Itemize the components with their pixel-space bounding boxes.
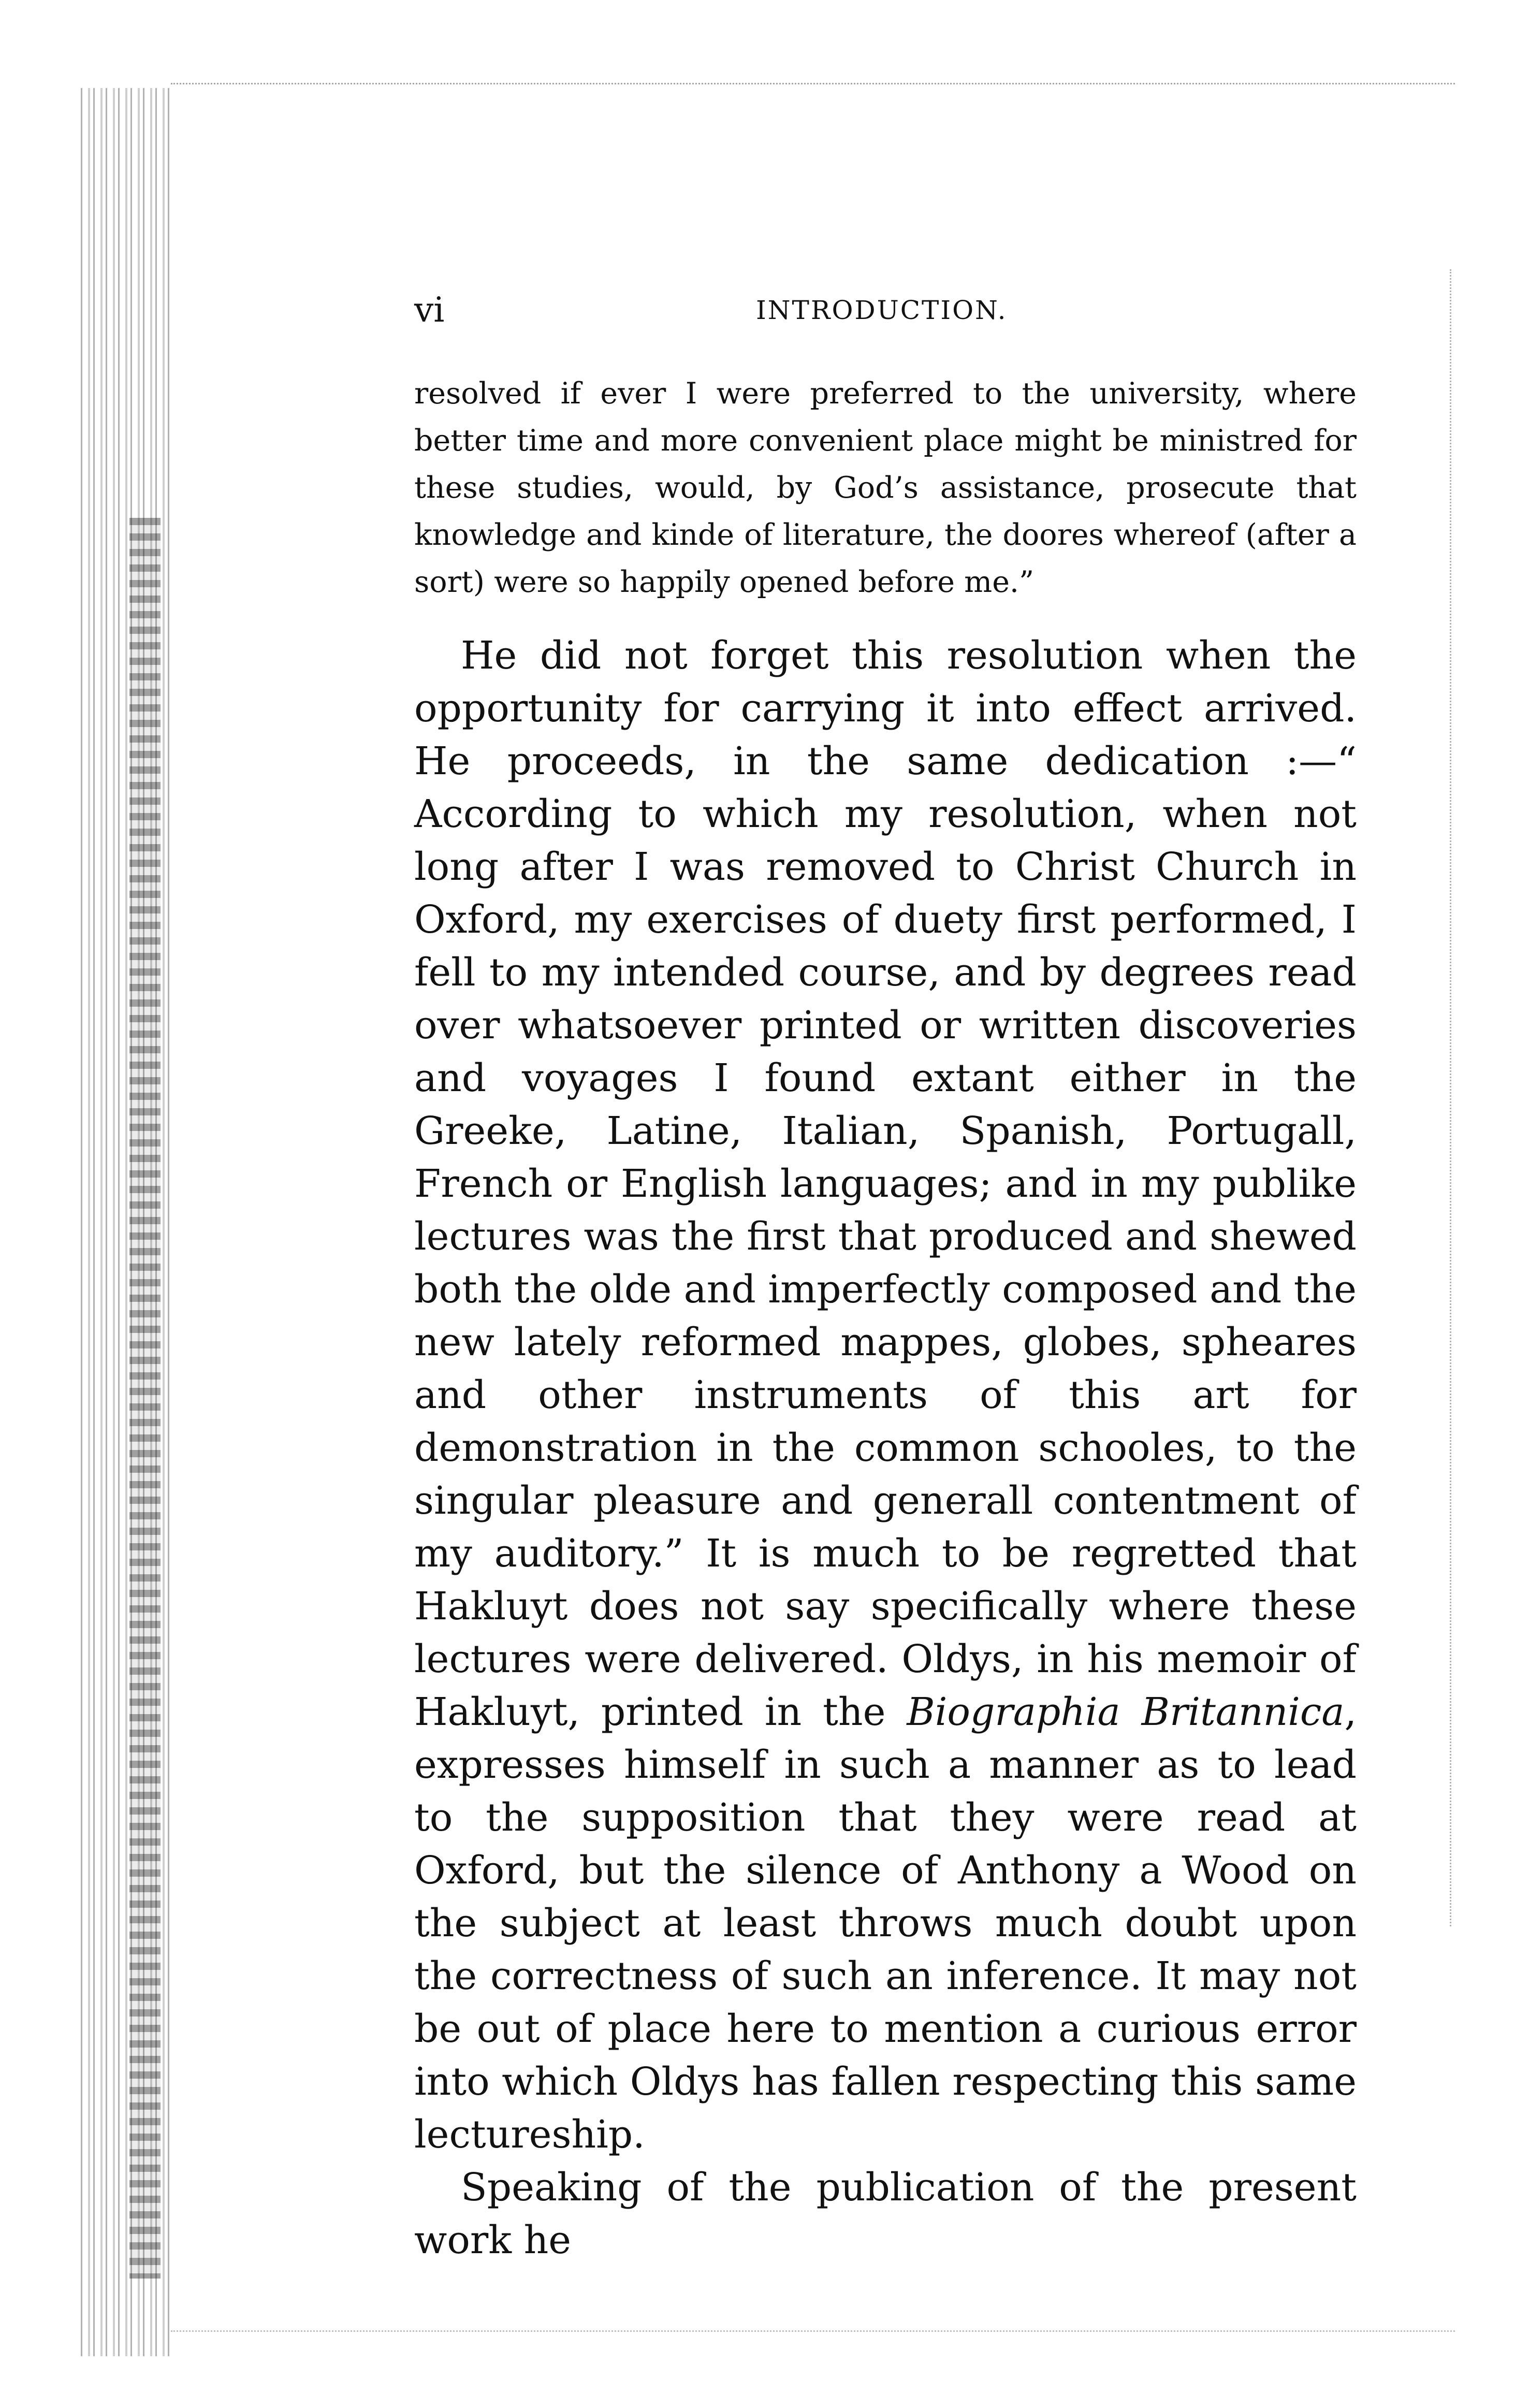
binding-shadow-dark	[129, 518, 161, 2279]
paragraph-text: He did not forget this resolution when the opportunity for carrying it into effect arrived. He proceeds, in the same dedication :—“ According to which my resolution, when not long after I was removed to Christ Church in Oxford, my exercises of duety first performed, I fell to my intended course, and by degrees read over whatsoever printed or written discoveries and voyages I found extant either in the Greeke, Latine, Italian, Spanish, Portugall, French or English languages; and in my publike lectures was the first that produced and shewed both the olde and imperfectly composed and the new lately reformed mappes, globes, spheares and other instruments of this art for demonstration in the common schooles, to the singular pleasure and generall contentment of my auditory.” It is much to be regretted that Hakluyt does not say specifically where these lectures were delivered. Oldys, in his memoir of Hakluyt, printed in the	[414, 633, 1357, 1734]
page-right-edge	[1450, 269, 1451, 1926]
quoted-passage	[414, 370, 1357, 606]
paragraph-text: Speaking of the publication of the present work he	[414, 2165, 1357, 2262]
page-top-edge	[171, 83, 1455, 84]
body-text	[414, 629, 1357, 2267]
paragraph-text: , expresses himself in such a manner as to lead to the supposition that they were read at Oxford, but the silence of Anthony a Wood on the subject at least throws much doubt upon the correctness of such an inference. It may not be out of place here to mention a curious error into which Oldys has fallen respecting this same lectureship.	[414, 1690, 1357, 2157]
page-header	[414, 290, 1357, 337]
page-bottom-edge	[171, 2330, 1455, 2332]
paragraph	[414, 2161, 1357, 2267]
italic-title: Biographia Britannica	[907, 1690, 1345, 1734]
paragraph	[414, 629, 1357, 2161]
running-head: INTRODUCTION.	[756, 295, 1008, 325]
quoted-passage-text: resolved if ever I were preferred to the university, where better time and more convenient place might be ministred for these studies, would, by God’s assistance, prosecute that knowledge and kinde of literature, the doores whereof (after a sort) were so happily opened before me.”	[414, 376, 1357, 599]
page-number: vi	[414, 290, 445, 330]
